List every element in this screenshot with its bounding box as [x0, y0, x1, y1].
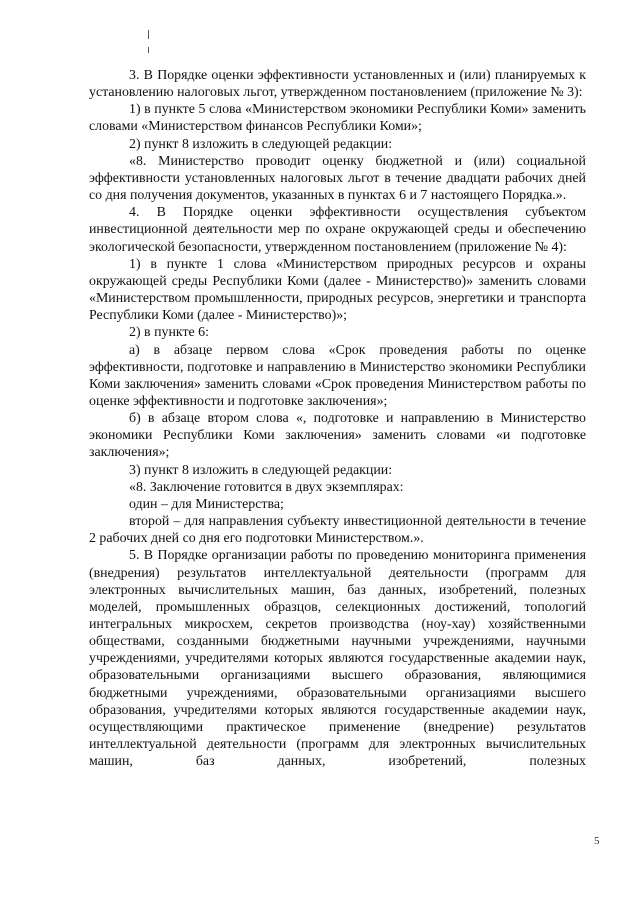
paragraph-item-5: 5. В Порядке организации работы по проведению мониторинга применения (внедрения) результатов интеллектуальной деятельности (программ для электронных вычислительных машин, баз данных, изобретений, полезных моделей, промышленных образцов, селекционных достижений, топологий интегральных микросхем, секретов производства (ноу-хау) хозяйственными обществами, созданными бюджетными научными учреждениями, научными учреждениями, учредителями которых являются государственные академии наук, образовательными организациями высшего образования, являющимися бюджетными учреждениями, образовательными организациями высшего образования, учредителями которых являются государственные академии наук, осуществляющими практическое применение (внедрение) результатов интеллектуальной деятельности (программ для электронных вычислительных машин, баз данных, изобретений, полезных [89, 548, 586, 770]
scan-mark-top [148, 30, 149, 39]
paragraph-subitem-4-2-b: б) в абзаце втором слова «, подготовке и направлению в Министерство экономики Республики Коми заключения» заменить словами «и подготовке заключения»; [89, 411, 586, 461]
paragraph-subitem-3-1: 1) в пункте 5 слова «Министерством экономики Республики Коми» заменить словами «Министерством финансов Республики Коми»; [89, 102, 586, 135]
paragraph-quote-3-8: «8. Министерство проводит оценку бюджетной и (или) социальной эффективности установленных налоговых льгот в течение двадцати рабочих дней со дня получения документов, указанных в пунктах 6 и 7 настоящего Порядка.». [89, 153, 586, 204]
page-number: 5 [594, 835, 600, 847]
paragraph-quote-4-8: «8. Заключение готовится в двух экземплярах: [129, 479, 404, 495]
document-body [89, 67, 586, 770]
paragraph-item-3: 3. В Порядке оценки эффективности установленных и (или) планируемых к установлению налоговых льгот, утвержденном постановлением (приложение № 3): [89, 68, 586, 101]
paragraph-subitem-3-2: 2) пункт 8 изложить в следующей редакции: [129, 136, 393, 152]
scan-mark-bottom [148, 47, 149, 53]
paragraph-subitem-4-2-a: а) в абзаце первом слова «Срок проведения работы по оценке эффективности, подготовке и направлению в Министерство экономики Республики Коми заключения» заменить словами «Срок проведения Министерством работы по оценке эффективности и подготовке заключения»; [89, 342, 586, 409]
paragraph-subitem-4-1: 1) в пункте 1 слова «Министерством природных ресурсов и охраны окружающей среды Республики Коми (далее - Министерство)» заменить словами «Министерством промышленности, природных ресурсов, энергетики и транспорта Республики Коми (далее - Министерство)»; [89, 256, 586, 324]
paragraph-quote-4-8-copy-one: один – для Министерства; [129, 496, 284, 512]
paragraph-subitem-4-2: 2) в пункте 6: [129, 325, 209, 341]
paragraph-subitem-4-3: 3) пункт 8 изложить в следующей редакции: [129, 462, 393, 478]
paragraph-quote-4-8-copy-two: второй – для направления субъекту инвестиционной деятельности в течение 2 рабочих дней со дня его подготовки Министерством.». [89, 514, 586, 547]
paragraph-item-4: 4. В Порядке оценки эффективности осуществления субъектом инвестиционной деятельности мер по охране окружающей среды и обеспечению экологической безопасности, утвержденном постановлением (приложение № 4): [89, 205, 586, 255]
